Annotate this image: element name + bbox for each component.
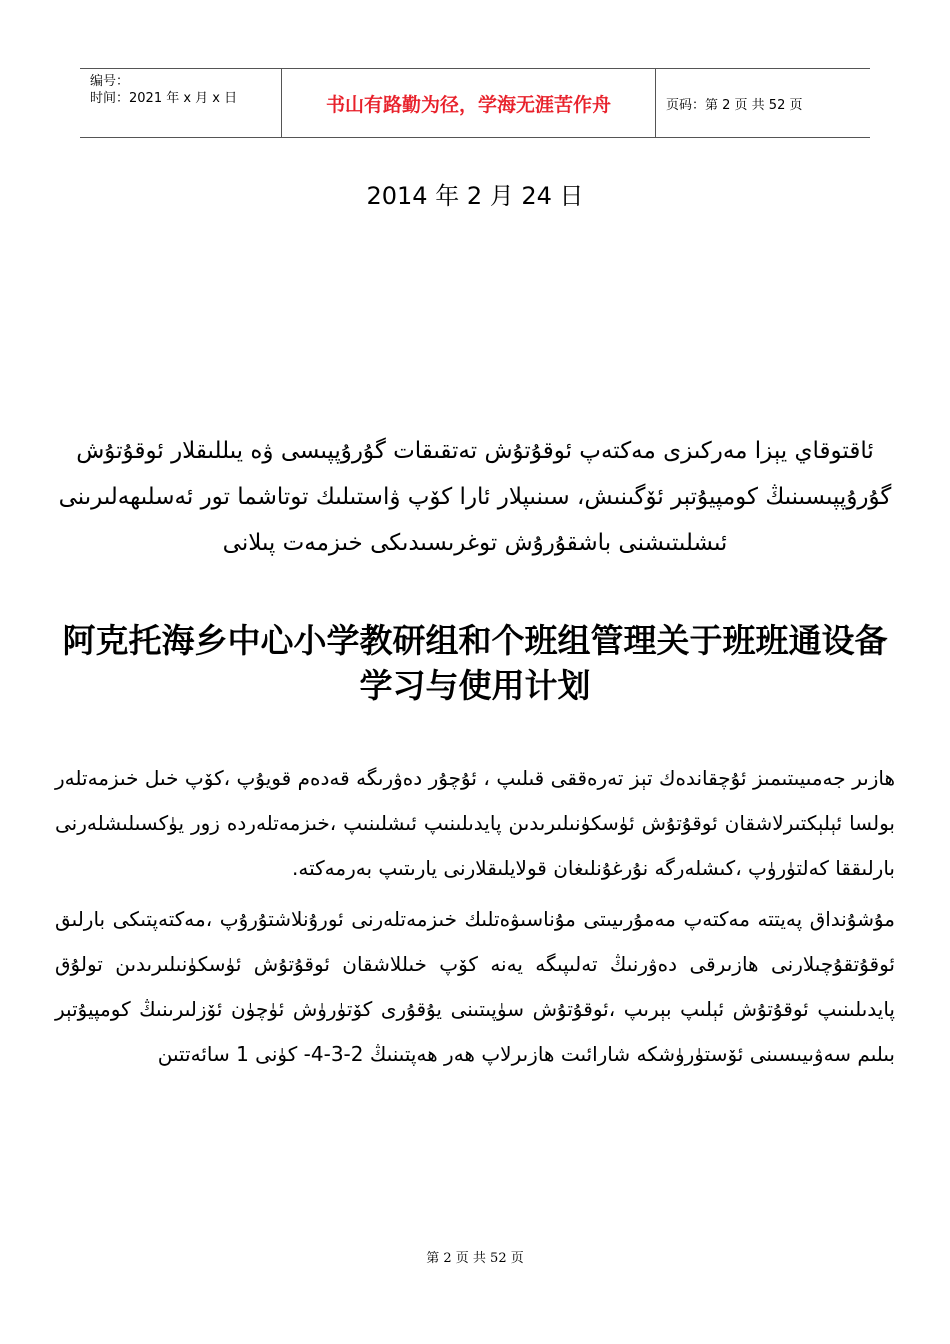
document-date: 2014 年 2 月 24 日: [366, 182, 584, 210]
paragraph: مۇشۇنداق پەيتتە مەكتەپ مەمۇرىيىتى مۇناسىۋەتلىك خىزمەتلەرنى ئورۇنلاشتۇرۇپ ،مەكتەپتىكى بارلىق ئوقۇتقۇچىلارنى ھازىرقى دەۋرنىڭ تەلىپىگە يەنە كۆپ خىللاشقان ئوقۇتۇش ئۈسكۈنىلىرىدىن تولۇق پايدىلىنىپ ئوقۇتۇش ئېلىپ بېرىپ ،ئوقۇتۇش سۈپىتىنى يۇقۇرى كۆتۈرۈش ئۈچۈن ئۆزلىرىنىڭ كومپيۇتېر بىلىم سەۋىيىسىنى ئۆستۈرۈشكە شارائىت ھازىرلاپ ھەر ھەپتىنىڭ 2-3-4- كۈنى 1 سائەتتىن: [55, 907, 895, 1066]
header-page-info: 页码：第 2 页 共 52 页: [666, 97, 803, 113]
header-meta: [80, 69, 282, 137]
page-footer: 第 2 页 共 52 页: [426, 1251, 524, 1266]
uyghur-title: ئاقتوقاي يېزا مەركىزى مەكتەپ ئوقۇتۇش تەتقىقات گۇرۇپپىسى ۋە يىللىقلار ئوقۇتۇش گۇرۇپپىسىنىڭ كومپيۇتېر ئۆگىنىش، سىنىپلار ئارا كۆپ ۋاستىلىك توتاشما تور ئەسلىھەلىرىنى ئىشلىتىشنى باشقۇرۇش توغرىسىدىكى خىزمەت پىلانى: [58, 438, 892, 556]
body-text: [55, 756, 895, 1083]
header-motto: 书山有路勤为径，学海无涯苦作舟: [282, 69, 656, 137]
time-label: 时间：2021 年 x 月 x 日: [90, 91, 238, 106]
chinese-title: 阿克托海乡中心小学教研组和个班组管理关于班班通设备学习与使用计划: [62, 621, 888, 705]
paragraph: ھازىر جەمىيىتىمىز ئۇچقاندەك تېز تەرەققى قىلىپ ، ئۇچۇر دەۋرىگە قەدەم قويۇپ ،كۆپ خىل خىزمەتلەر بولسا ئېلېكتىرلاشقان ئوقۇتۇش ئۈسكۈنىلىرىدىن پايدىلىنىپ ئىشلىنىپ ،خىزمەتلەردە زور يۈكسىلىشلەرنى بارلىققا كەلتۈرۈپ ،كىشلەرگە نۇرغۇنلىغان قولايلىقلارنى يارىتىپ بەرمەكتە.: [55, 766, 895, 880]
number-label: 编号：: [90, 74, 130, 89]
header-table: [80, 68, 870, 138]
